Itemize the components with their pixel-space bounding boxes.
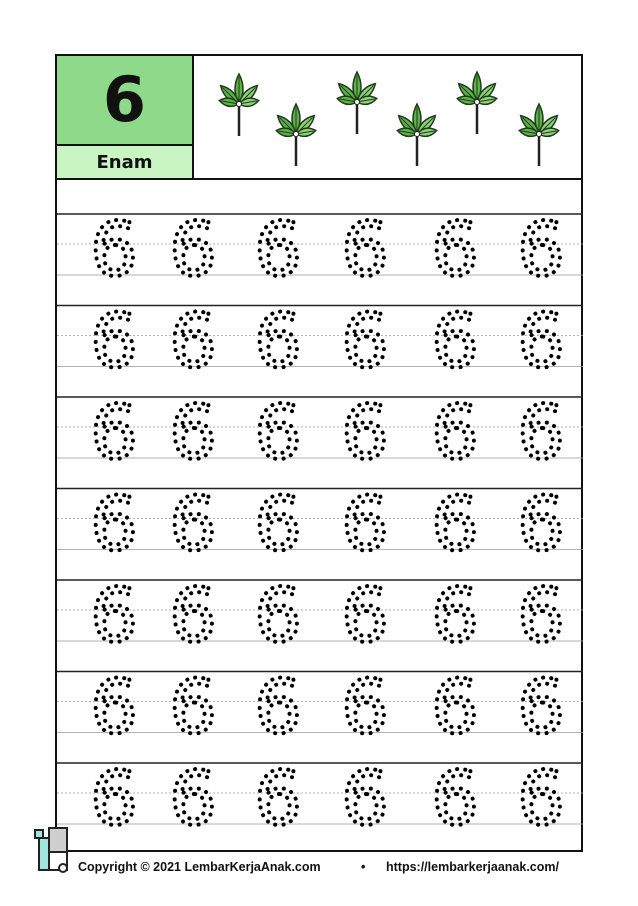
dotted-numeral-trace[interactable]: 6 xyxy=(169,481,217,568)
dotted-numeral-trace[interactable]: 6 xyxy=(431,573,479,659)
website-link[interactable]: https://lembarkerjaanak.com/ xyxy=(386,860,559,874)
dotted-numeral-trace[interactable]: 6 xyxy=(90,573,138,659)
trace-row xyxy=(57,390,583,489)
dotted-numeral-trace[interactable]: 6 xyxy=(341,664,389,751)
footer-separator: • xyxy=(361,860,366,874)
dotted-numeral-trace[interactable]: 6 xyxy=(169,390,217,476)
dotted-numeral-trace[interactable]: 6 xyxy=(431,664,479,751)
tracing-area xyxy=(57,180,583,852)
dotted-numeral-trace[interactable]: 6 xyxy=(254,207,302,293)
dotted-numeral-trace[interactable]: 6 xyxy=(517,390,565,476)
dotted-numeral-trace[interactable]: 6 xyxy=(517,573,565,659)
dotted-numeral-trace[interactable]: 6 xyxy=(254,664,302,751)
dotted-numeral-trace[interactable]: 6 xyxy=(254,298,302,385)
dotted-numeral-trace[interactable]: 6 xyxy=(517,756,565,842)
dotted-numeral-trace[interactable]: 6 xyxy=(90,664,138,751)
dotted-numeral-trace[interactable]: 6 xyxy=(254,390,302,476)
dotted-numeral-trace[interactable]: 6 xyxy=(254,756,302,842)
trace-row xyxy=(57,299,583,398)
trace-row xyxy=(57,665,583,764)
dotted-numeral-trace[interactable]: 6 xyxy=(517,298,565,385)
dotted-numeral-trace[interactable]: 6 xyxy=(169,664,217,751)
leaf-icon xyxy=(519,104,558,166)
dotted-numeral-trace[interactable]: 6 xyxy=(341,298,389,385)
dotted-numeral-trace[interactable]: 6 xyxy=(431,390,479,476)
dotted-numeral-trace[interactable]: 6 xyxy=(341,573,389,659)
numeral-text: 6 xyxy=(102,63,147,136)
site-logo-icon xyxy=(33,826,73,874)
dotted-numeral-trace[interactable]: 6 xyxy=(517,207,565,293)
number-word-panel xyxy=(57,146,192,178)
dotted-numeral-trace[interactable]: 6 xyxy=(517,481,565,568)
dotted-numeral-trace[interactable]: 6 xyxy=(169,207,217,293)
numeral-panel xyxy=(57,56,192,146)
dotted-numeral-trace[interactable]: 6 xyxy=(90,481,138,568)
dotted-numeral-trace[interactable]: 6 xyxy=(341,390,389,476)
dotted-numeral-trace[interactable]: 6 xyxy=(431,298,479,385)
leaf-icon xyxy=(397,104,436,166)
leaf-icon xyxy=(457,72,496,134)
number-word-text: Enam xyxy=(96,151,153,173)
dotted-numeral-trace[interactable]: 6 xyxy=(341,481,389,568)
dotted-numeral-trace[interactable]: 6 xyxy=(254,573,302,659)
dotted-numeral-trace[interactable]: 6 xyxy=(431,756,479,842)
copyright-text: Copyright © 2021 LembarKerjaAnak.com xyxy=(78,860,321,874)
worksheet-frame xyxy=(55,54,583,852)
leaf-pictures-canvas xyxy=(194,56,583,178)
dotted-numeral-trace[interactable]: 6 xyxy=(90,298,138,385)
trace-row xyxy=(57,207,583,306)
leaf-icon xyxy=(276,104,315,166)
number-header xyxy=(57,56,194,180)
dotted-numeral-trace[interactable]: 6 xyxy=(254,481,302,568)
dotted-numeral-trace[interactable]: 6 xyxy=(431,481,479,568)
tracing-rows-canvas xyxy=(57,180,583,852)
dotted-numeral-trace[interactable]: 6 xyxy=(90,207,138,293)
dotted-numeral-trace[interactable]: 6 xyxy=(341,207,389,293)
dotted-numeral-trace[interactable]: 6 xyxy=(169,573,217,659)
trace-row xyxy=(57,573,583,672)
trace-row xyxy=(57,482,583,581)
dotted-numeral-trace[interactable]: 6 xyxy=(431,207,479,293)
trace-row xyxy=(57,756,583,852)
dotted-numeral-trace[interactable]: 6 xyxy=(341,756,389,842)
leaf-icon xyxy=(219,74,258,136)
dotted-numeral-trace[interactable]: 6 xyxy=(90,390,138,476)
counting-pictures xyxy=(194,56,583,180)
dotted-numeral-trace[interactable]: 6 xyxy=(90,756,138,842)
dotted-numeral-trace[interactable]: 6 xyxy=(169,756,217,842)
dotted-numeral-trace[interactable]: 6 xyxy=(169,298,217,385)
dotted-numeral-trace[interactable]: 6 xyxy=(517,664,565,751)
leaf-icon xyxy=(337,72,376,134)
